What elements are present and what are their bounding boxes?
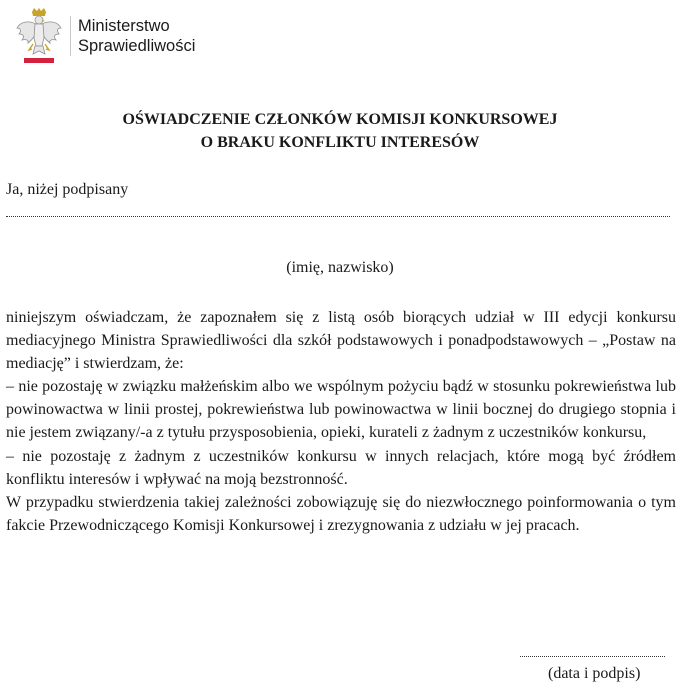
declaration-paragraph: niniejszym oświadczam, że zapoznałem się z listą osób biorących udział w III edycji konkursu mediacyjnego Ministra Sprawiedliwości dla szkół podstawowych i ponadpodstawowych – „Postaw na mediację” i stwierdzam, że: xyxy=(6,309,676,373)
ministry-logo xyxy=(16,8,195,64)
name-fill-line xyxy=(6,208,670,217)
declaration-paragraph: – nie pozostaję w związku małżeńskim albo we wspólnym pożyciu bądź w stosunku pokrewieństwa lub powinowactwa w linii prostej, pokrewieństwa lub powinowactwa w linii bocznej do drugiego stopnia i nie jestem związany/-a z tytułu przysposobienia, opieki, kurateli z żadnym z uczestników konkursu, xyxy=(6,378,676,442)
signature-caption: (data i podpis) xyxy=(548,665,641,682)
logo-divider xyxy=(70,16,71,56)
document-title xyxy=(0,108,680,154)
logo-wordmark xyxy=(78,16,195,56)
intro-text: Ja, niżej podpisany xyxy=(6,181,129,198)
logo-line-1: Ministerstwo xyxy=(78,17,170,35)
declaration-body xyxy=(6,306,676,537)
polish-eagle-emblem xyxy=(16,8,62,64)
signature-fill-line xyxy=(520,650,665,657)
declaration-paragraph: – nie pozostaję z żadnym z uczestników konkursu w innych relacjach, które mogą być źródłem konfliktu interesów i wpływać na moją bezstronność. xyxy=(6,447,676,488)
declaration-paragraph: W przypadku stwierdzenia takiej zależności zobowiązuję się do niezwłocznego poinformowania o tym fakcie Przewodniczącego Komisji Konkursowej i zrezygnowania z udziału w jej pracach. xyxy=(6,493,676,534)
name-caption: (imię, nazwisko) xyxy=(286,259,394,276)
title-line-2: O BRAKU KONFLIKTU INTERESÓW xyxy=(200,134,480,151)
logo-line-2: Sprawiedliwości xyxy=(78,37,196,55)
title-line-1: OŚWIADCZENIE CZŁONKÓW KOMISJI KONKURSOWEJ xyxy=(122,111,558,128)
